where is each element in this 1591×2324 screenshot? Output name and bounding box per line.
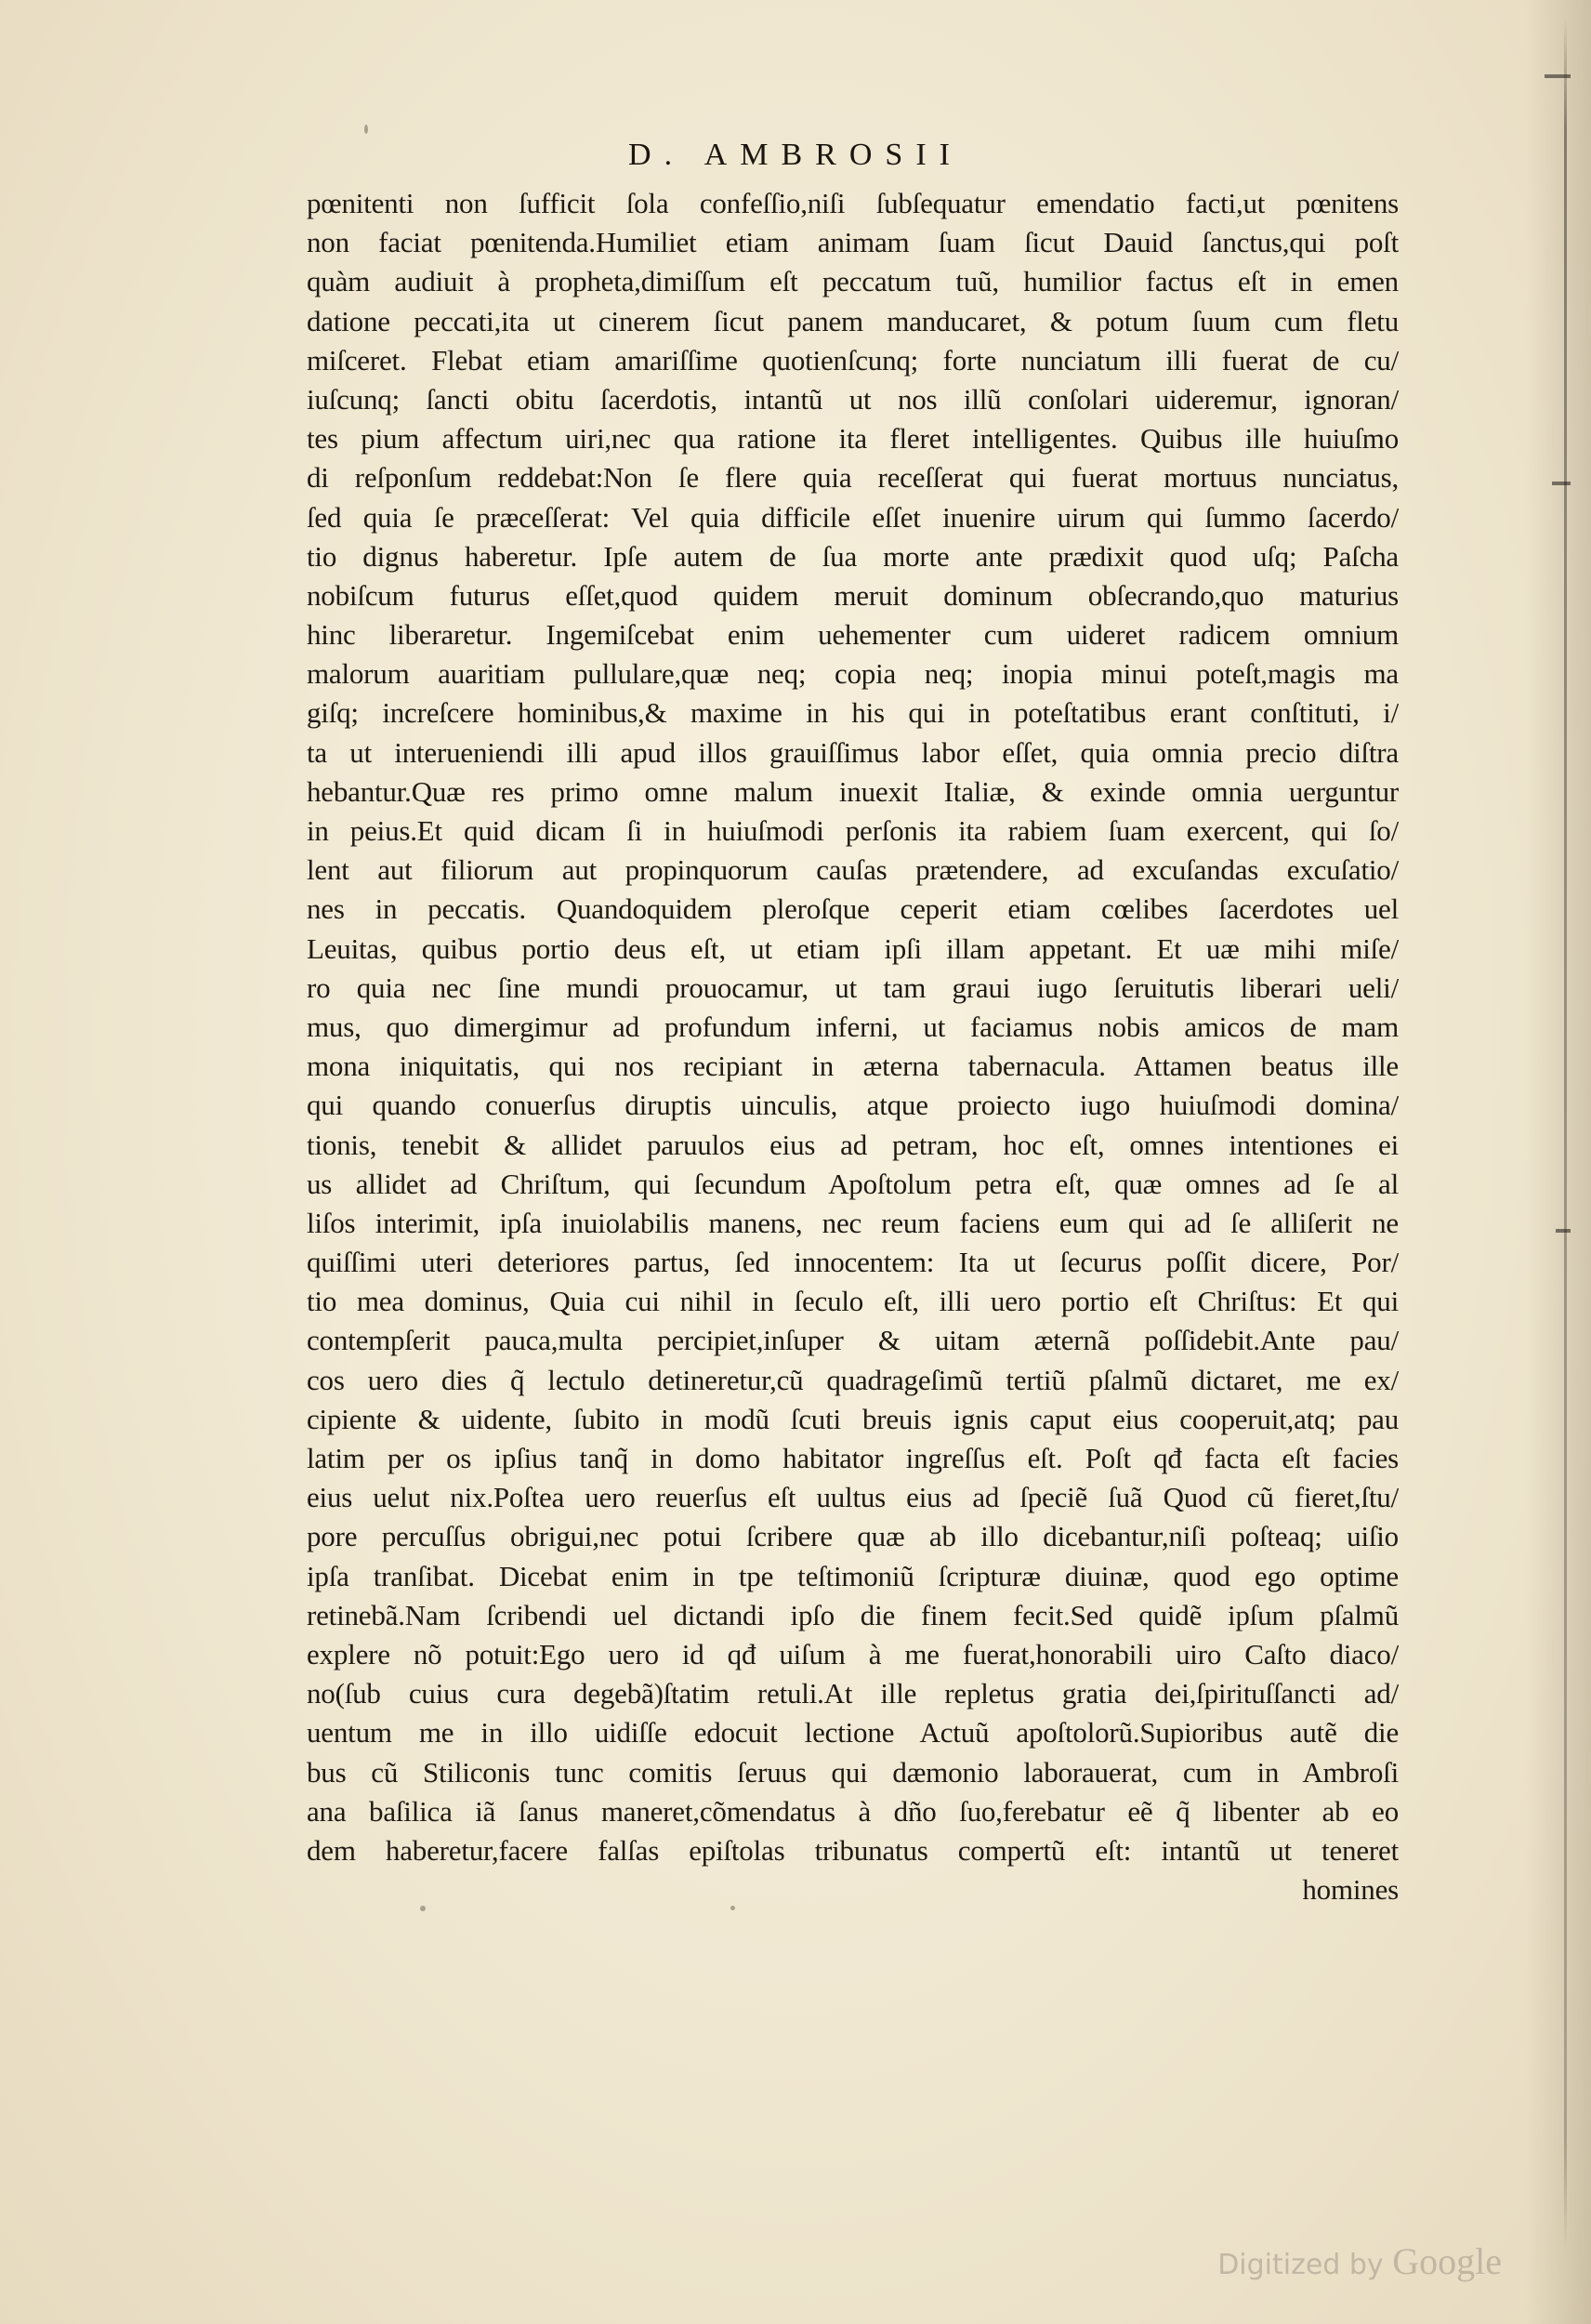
watermark-prefix: Digitized by (1217, 2249, 1384, 2281)
digitization-watermark (1217, 2239, 1502, 2283)
text-line: hebantur.Quæ res primo omne malum inuexit Italiæ, & exinde omnia uerguntur (307, 774, 1399, 808)
text-line: quiſſimi uteri deteriores partus, ſed innocentem: Ita ut ſecurus poſſit dicere, Por/ (307, 1246, 1399, 1279)
text-line: no(ſub cuius cura degebã)ſtatim retuli.At ille repletus gratia dei,ſpirituſſancti ad/ (307, 1677, 1399, 1710)
text-line: datione peccati,ita ut cinerem ſicut panem manducaret, & potum ſuum cum fletu (307, 304, 1399, 337)
edge-mark (1556, 1229, 1571, 1233)
text-line: cipiente & uidente, ſubito in modũ ſcuti breuis ignis caput eius cooperuit,atq; pau (307, 1402, 1399, 1435)
page-edge-line (1564, 19, 1567, 2250)
text-line: lent aut filiorum aut propinquorum cauſas prætendere, ad excuſandas excuſatio/ (307, 853, 1399, 887)
text-line: liſos interimit, ipſa inuiolabilis manens, nec reum faciens eum qui ad ſe alliſerit ne (307, 1206, 1399, 1239)
paper-speck (364, 125, 368, 134)
text-line: non faciat pœnitenda.Humiliet etiam animam ſuam ſicut Dauid ſanctus,qui poſt (307, 226, 1399, 259)
text-line: contempſerit pauca,multa percipiet,inſuper & uitam æternã poſſidebit.Ante pau/ (307, 1324, 1399, 1357)
text-line: giſq; increſcere hominibus,& maxime in his qui in poteſtatibus erant conſtituti, i/ (307, 696, 1399, 730)
text-line: nobiſcum futurus eſſet,quod quidem meruit dominum obſecrando,quo maturius (307, 578, 1399, 612)
text-line: pœnitenti non ſufficit ſola confeſſio,niſi ſubſequatur emendatio facti,ut pœnitens (307, 187, 1399, 219)
text-line: nes in peccatis. Quandoquidem pleroſque ceperit etiam cœlibes ſacerdotes uel (307, 892, 1399, 926)
text-line: ana baſilica iã ſanus maneret,cõmendatus à dño ſuo,ferebatur eẽ q̃ libenter ab eo (307, 1794, 1399, 1828)
text-line: miſceret. Flebat etiam amariſſime quotienſcunq; forte nunciatum illi fuerat de cu/ (307, 343, 1399, 376)
watermark-brand: Google (1392, 2240, 1502, 2282)
text-line: eius uelut nix.Poſtea uero reuerſus eſt uultus eius ad ſpeciẽ ſuã Quod cũ fieret,ſtu/ (307, 1481, 1399, 1514)
main-text-block (307, 184, 1399, 1909)
text-line: mona iniquitatis, qui nos recipiant in æterna tabernacula. Attamen beatus ille (307, 1050, 1399, 1083)
text-line: ta ut interueniendi illi apud illos grauiſſimus labor eſſet, quia omnia precio diſtra (307, 735, 1399, 769)
text-line: tio mea dominus, Quia cui nihil in ſeculo eſt, illi uero portio eſt Chriſtus: Et qui (307, 1285, 1399, 1318)
edge-mark (1545, 74, 1571, 78)
text-line: di reſponſum reddebat:Non ſe flere quia receſſerat qui fuerat mortuus nunciatus, (307, 461, 1399, 495)
text-line: ro quia nec ſine mundi prouocamur, ut tam graui iugo ſeruitutis liberari ueli/ (307, 971, 1399, 1004)
catchword: homines (1302, 1873, 1399, 1907)
text-line: explere nõ potuit:Ego uero id qđ uiſum à me fuerat,honorabili uiro Caſto diaco/ (307, 1637, 1399, 1670)
text-line: qui quando conuerſus diruptis uinculis, atque proiecto iugo huiuſmodi domina/ (307, 1089, 1399, 1122)
text-line: mus, quo dimergimur ad profundum inferni, ut faciamus nobis amicos de mam (307, 1010, 1399, 1043)
binding-shadow (1526, 0, 1591, 2324)
text-line: tes pium affectum uiri,nec qua ratione ita fleret intelligentes. Quibus ille huiuſmo (307, 422, 1399, 456)
text-line: iuſcunq; ſancti obitu ſacerdotis, intantũ ut nos illũ conſolari uideremur, ignoran/ (307, 382, 1399, 416)
text-line: tio dignus haberetur. Ipſe autem de ſua morte ante prædixit quod uſq; Paſcha (307, 539, 1399, 573)
text-line: pore percuſſus obrigui,nec potui ſcribere quæ ab illo dicebantur,niſi poſteaq; uiſio (307, 1520, 1399, 1553)
edge-mark (1552, 482, 1571, 485)
text-line: us allidet ad Chriſtum, qui ſecundum Apoſtolum petra eſt, quæ omnes ad ſe al (307, 1167, 1399, 1200)
text-line: latim per os ipſius tanq̃ in domo habitator ingreſſus eſt. Poſt qđ facta eſt facies (307, 1442, 1399, 1474)
text-line: ipſa tranſibat. Dicebat enim in tpe teſtimoniũ ſcripturæ diuinæ, quod ego optime (307, 1559, 1399, 1592)
text-line: hinc liberaretur. Ingemiſcebat enim uehementer cum uideret radicem omnium (307, 618, 1399, 652)
text-line: dem haberetur,facere falſas epiſtolas tribunatus compertũ eſt: intantũ ut teneret (307, 1833, 1399, 1867)
text-line: in peius.Et quid dicam ſi in huiuſmodi perſonis ita rabiem ſuam exercent, qui ſo/ (307, 814, 1399, 847)
text-line: bus cũ Stiliconis tunc comitis ſeruus qui dæmonio laborauerat, cum in Ambroſi (307, 1755, 1399, 1789)
text-line: Leuitas, quibus portio deus eſt, ut etiam ipſi illam appetant. Et uæ mihi miſe/ (307, 931, 1399, 965)
text-line: uentum me in illo uidiſſe edocuit lectione Actuũ apoſtolorũ.Supioribus autẽ die (307, 1716, 1399, 1750)
text-line: quàm audiuit à propheta,dimiſſum eſt peccatum tuũ, humilior factus eſt in emen (307, 265, 1399, 298)
text-line: cos uero dies q̃ lectulo detineretur,cũ quadrageſimũ tertiũ pſalmũ dictaret, me ex/ (307, 1363, 1399, 1396)
text-line: tionis, tenebit & allidet paruulos eius ad petram, hoc eſt, omnes intentiones ei (307, 1128, 1399, 1161)
text-line: malorum auaritiam pullulare,quæ neq; copia neq; inopia minui poteſt,magis ma (307, 657, 1399, 691)
text-line: retinebã.Nam ſcribendi uel dictandi ipſo die finem fecit.Sed quidẽ ipſum pſalmũ (307, 1598, 1399, 1631)
text-line: ſed quia ſe præceſſerat: Vel quia difficile eſſet inuenire uirum qui ſummo ſacerdo/ (307, 500, 1399, 534)
running-header: D. AMBROSII (628, 138, 963, 172)
